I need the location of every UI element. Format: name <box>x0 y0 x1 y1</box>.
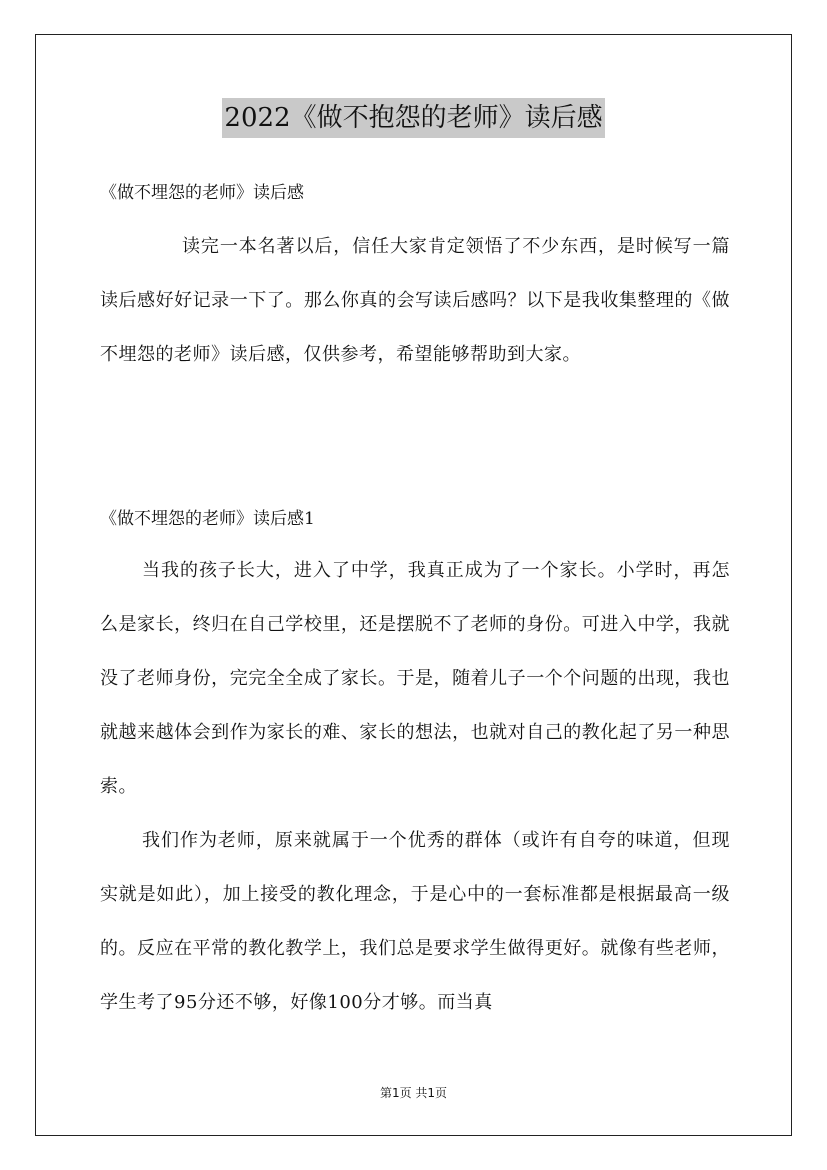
document-title-wrap <box>0 98 827 138</box>
page-footer: 第1页 共1页 <box>379 1086 448 1100</box>
document-subtitle: 《做不埋怨的老师》读后感 <box>100 183 304 203</box>
body-paragraph-1: 当我的孩子长大，进入了中学，我真正成为了一个家长。小学时，再怎么是家长，终归在自己学校里，还是摆脱不了老师的身份。可进入中学，我就没了老师身份，完完全全成了家长。于是，随着儿子一个个问题的出现，我也就越来越体会到作为家长的难、家长的想法，也就对自己的教化起了另一种思索。 <box>100 560 730 797</box>
document-title: 2022《做不抱怨的老师》读后感 <box>222 98 604 138</box>
body-paragraph-2: 我们作为老师，原来就属于一个优秀的群体（或许有自夸的味道，但现实就是如此），加上接受的教化理念，于是心中的一套标准都是根据最高一级的。反应在平常的教化教学上，我们总是要求学生做得更好。就像有些老师，学生考了95分还不够，好像100分才够。而当真 <box>100 830 730 1013</box>
section-heading: 《做不埋怨的老师》读后感1 <box>100 509 315 529</box>
intro-paragraph: 读完一本名著以后，信任大家肯定领悟了不少东西，是时候写一篇读后感好好记录一下了。那么你真的会写读后感吗？以下是我收集整理的《做不埋怨的老师》读后感，仅供参考，希望能够帮助到大家。 <box>100 236 730 365</box>
